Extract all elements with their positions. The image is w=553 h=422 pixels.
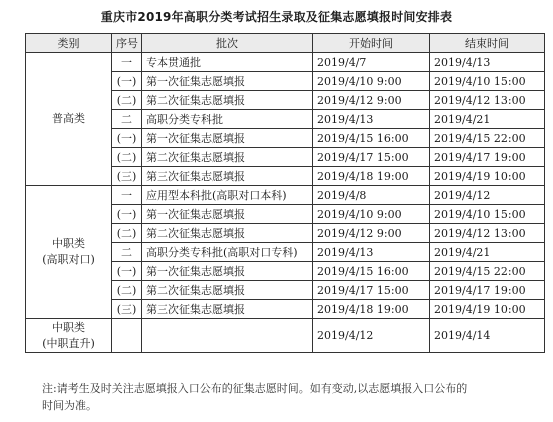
row-batch: 专本贯通批 — [142, 53, 313, 72]
row-start-time: 2019/4/13 — [313, 110, 430, 129]
footnote-line1: 注:请考生及时关注志愿填报入口公布的征集志愿时间。如有变动,以志愿填报入口公布的 — [42, 382, 468, 395]
row-batch: 第一次征集志愿填报 — [142, 72, 313, 91]
row-end-time: 2019/4/12 13:00 — [430, 91, 545, 110]
row-start-time: 2019/4/17 15:00 — [313, 281, 430, 300]
row-seq: (三) — [112, 167, 142, 186]
row-batch: 应用型本科批(高职对口本科) — [142, 186, 313, 205]
row-seq: (二) — [112, 148, 142, 167]
row-seq — [112, 319, 142, 353]
row-batch: 第二次征集志愿填报 — [142, 224, 313, 243]
table-row — [26, 53, 545, 72]
category-general — [26, 53, 112, 186]
row-seq: 二 — [112, 243, 142, 262]
row-batch: 高职分类专科批 — [142, 110, 313, 129]
header-category: 类别 — [26, 34, 112, 53]
row-batch: 第一次征集志愿填报 — [142, 205, 313, 224]
row-batch: 第二次征集志愿填报 — [142, 148, 313, 167]
category-vocational-line1: 中职类 — [52, 237, 85, 250]
row-end-time: 2019/4/17 19:00 — [430, 148, 545, 167]
row-end-time: 2019/4/12 13:00 — [430, 224, 545, 243]
row-end-time: 2019/4/19 10:00 — [430, 300, 545, 319]
row-seq: (一) — [112, 262, 142, 281]
row-seq: (一) — [112, 205, 142, 224]
category-vocational — [26, 186, 112, 319]
header-start-time: 开始时间 — [313, 34, 430, 53]
row-start-time: 2019/4/10 9:00 — [313, 72, 430, 91]
row-seq: 一 — [112, 186, 142, 205]
category-vocational-line2: (高职对口) — [42, 253, 95, 266]
footnote-line2: 时间为准。 — [42, 399, 97, 412]
row-start-time: 2019/4/12 — [313, 319, 430, 353]
header-batch: 批次 — [142, 34, 313, 53]
row-end-time: 2019/4/19 10:00 — [430, 167, 545, 186]
row-seq: (一) — [112, 129, 142, 148]
row-start-time: 2019/4/17 15:00 — [313, 148, 430, 167]
row-start-time: 2019/4/13 — [313, 243, 430, 262]
footnote — [42, 380, 542, 414]
row-seq: (二) — [112, 281, 142, 300]
header-end-time: 结束时间 — [430, 34, 545, 53]
row-end-time: 2019/4/21 — [430, 243, 545, 262]
row-end-time: 2019/4/12 — [430, 186, 545, 205]
row-seq: (二) — [112, 224, 142, 243]
row-start-time: 2019/4/12 9:00 — [313, 224, 430, 243]
row-batch: 第一次征集志愿填报 — [142, 129, 313, 148]
row-end-time: 2019/4/14 — [430, 319, 545, 353]
row-start-time: 2019/4/15 16:00 — [313, 129, 430, 148]
row-seq: (二) — [112, 91, 142, 110]
row-end-time: 2019/4/17 19:00 — [430, 281, 545, 300]
page-title: 重庆市2019年高职分类考试招生录取及征集志愿填报时间安排表 — [100, 10, 453, 24]
row-start-time: 2019/4/12 9:00 — [313, 91, 430, 110]
row-end-time: 2019/4/15 22:00 — [430, 129, 545, 148]
row-seq: (三) — [112, 300, 142, 319]
row-seq: (一) — [112, 72, 142, 91]
row-start-time: 2019/4/10 9:00 — [313, 205, 430, 224]
row-end-time: 2019/4/13 — [430, 53, 545, 72]
row-end-time: 2019/4/10 15:00 — [430, 205, 545, 224]
row-batch: 第三次征集志愿填报 — [142, 300, 313, 319]
row-batch: 第一次征集志愿填报 — [142, 262, 313, 281]
row-batch — [142, 319, 313, 353]
row-end-time: 2019/4/15 22:00 — [430, 262, 545, 281]
row-batch: 第三次征集志愿填报 — [142, 167, 313, 186]
row-end-time: 2019/4/21 — [430, 110, 545, 129]
category-direct-line1: 中职类 — [52, 320, 85, 334]
row-start-time: 2019/4/15 16:00 — [313, 262, 430, 281]
row-batch: 第二次征集志愿填报 — [142, 281, 313, 300]
table-row — [26, 319, 545, 353]
row-start-time: 2019/4/18 19:00 — [313, 167, 430, 186]
row-seq: 二 — [112, 110, 142, 129]
schedule-table — [25, 33, 545, 353]
header-row — [26, 34, 545, 53]
category-direct — [26, 319, 112, 353]
table-row — [26, 186, 545, 205]
category-general-label: 普高类 — [52, 112, 85, 125]
row-batch: 高职分类专科批(高职对口专科) — [142, 243, 313, 262]
row-start-time: 2019/4/18 19:00 — [313, 300, 430, 319]
row-end-time: 2019/4/10 15:00 — [430, 72, 545, 91]
row-batch: 第二次征集志愿填报 — [142, 91, 313, 110]
row-start-time: 2019/4/8 — [313, 186, 430, 205]
row-seq: 一 — [112, 53, 142, 72]
row-start-time: 2019/4/7 — [313, 53, 430, 72]
category-direct-line2: (中职直升) — [42, 336, 95, 350]
header-seq: 序号 — [112, 34, 142, 53]
